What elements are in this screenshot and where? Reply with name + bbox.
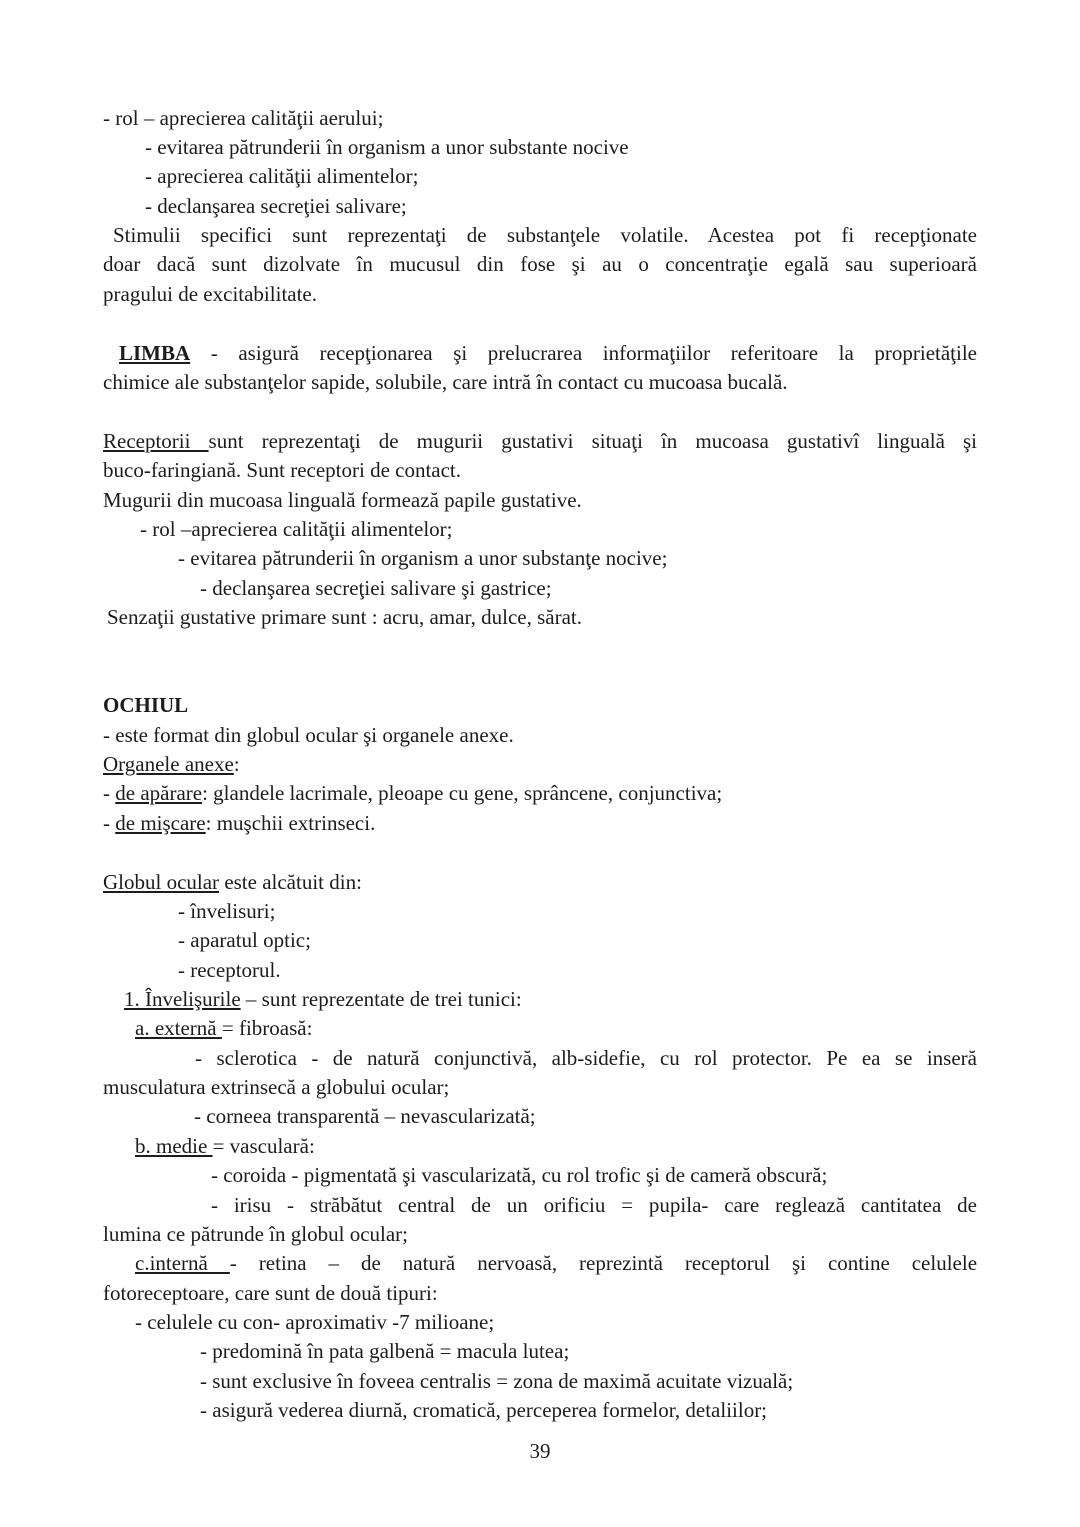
cornea-line: - corneea transparentă – nevascularizată; (194, 1104, 536, 1128)
stimuli-line-2: doar dacă sunt dizolvate în mucusul din fose şi au o concentraţie egală sau superioară (103, 252, 977, 276)
coats-rest: – sunt reprezentate de trei tunici: (240, 987, 522, 1011)
movement-organs-line (103, 809, 375, 838)
internal-coat-label: c.internă (135, 1251, 230, 1275)
internal-coat-line-1 (135, 1249, 977, 1278)
annex-organs-label: Organele anexe (103, 752, 234, 776)
cones-line-4: - asigură vederea diurnă, cromatică, perceperea formelor, detaliilor; (200, 1398, 768, 1422)
receptors-line-1 (103, 427, 977, 456)
iris-line-2: lumina ce pătrunde în globul ocular; (103, 1222, 408, 1246)
cones-line-1: - celulele cu con- aproximativ -7 milioane; (135, 1310, 495, 1334)
external-coat-label: a. externă (135, 1016, 222, 1040)
olfactory-role-line-4: - declanşarea secreţiei salivare; (145, 194, 407, 218)
internal-coat-rest: - retina – de natură nervoasă, reprezintă receptorul şi contine celulele (229, 1251, 977, 1275)
tongue-role-line-3: - declanşarea secreţiei salivare şi gastrice; (200, 576, 552, 600)
tongue-heading: LIMBA (119, 341, 191, 365)
coats-label: 1. Învelişurile (124, 987, 241, 1011)
movement-label: de mişcare (115, 811, 206, 835)
sclera-line-2: musculatura extrinsecă a globului ocular; (103, 1075, 450, 1099)
cones-line-3: - sunt exclusive în foveea centralis = zona de maximă acuitate vizuală; (200, 1369, 794, 1393)
olfactory-role-line-3: - aprecierea calităţii alimentelor; (145, 164, 419, 188)
stimuli-line-3: pragului de excitabilitate. (103, 282, 317, 306)
sclera-line-1: - sclerotica - de natură conjunctivă, alb-sidefie, cu rol protector. Pe ea se inseră (195, 1046, 977, 1070)
buds-line: Mugurii din mucoasa linguală formează papile gustative. (103, 488, 582, 512)
tongue-intro-rest: - asigură recepţionarea şi prelucrarea informaţiilor referitoare la proprietăţile (190, 341, 977, 365)
choroid-line: - coroida - pigmentată şi vascularizată, cu rol trofic şi de cameră obscură; (211, 1163, 828, 1187)
globe-label: Globul ocular (103, 870, 220, 894)
external-coat-rest: = fibroasă: (221, 1016, 313, 1040)
receptors-line-2: buco-faringiană. Sunt receptori de contact. (103, 458, 462, 482)
page-number: 39 (529, 1439, 551, 1463)
movement-rest: : muşchii extrinseci. (205, 811, 376, 835)
receptors-rest: sunt reprezentaţi de mugurii gustativi situaţi în mucoasa gustativî linguală şi (208, 429, 977, 453)
coats-line (124, 985, 522, 1014)
middle-coat-rest: = vasculară: (212, 1134, 315, 1158)
olfactory-role-line-2: - evitarea pătrunderii în organism a unor substante nocive (145, 135, 629, 159)
globe-line (103, 868, 362, 897)
globe-item-3: - receptorul. (178, 958, 281, 982)
protection-organs-line (103, 779, 722, 808)
globe-rest: este alcătuit din: (219, 870, 362, 894)
globe-item-2: - aparatul optic; (178, 928, 311, 952)
annex-colon: : (233, 752, 240, 776)
protect-prefix: - (103, 781, 116, 805)
tongue-role-line-2: - evitarea pătrunderii în organism a unor substanţe nocive; (178, 546, 668, 570)
protection-rest: : glandele lacrimale, pleoape cu gene, sprâncene, conjunctiva; (202, 781, 723, 805)
external-coat-line (135, 1014, 312, 1043)
receptors-label: Receptorii (103, 429, 209, 453)
olfactory-role-line-1: - rol – aprecierea calităţii aerului; (103, 106, 384, 130)
middle-coat-label: b. medie (135, 1134, 213, 1158)
annex-organs-line (103, 750, 240, 779)
move-prefix: - (103, 811, 116, 835)
eye-heading: OCHIUL (103, 693, 189, 717)
internal-coat-line-2: fotoreceptoare, care sunt de două tipuri: (103, 1281, 438, 1305)
iris-line-1: - irisu - străbătut central de un orificiu = pupila- care reglează cantitatea de (211, 1193, 977, 1217)
tongue-role-line-1: - rol –aprecierea calităţii alimentelor; (140, 517, 453, 541)
stimuli-line-1: Stimulii specifici sunt reprezentaţi de substanţele volatile. Acestea pot fi recepţionate (113, 223, 977, 247)
tongue-intro-line-1 (119, 339, 977, 368)
globe-item-1: - învelisuri; (178, 899, 276, 923)
protection-label: de apărare (115, 781, 203, 805)
cones-line-2: - predomină în pata galbenă = macula lutea; (200, 1339, 570, 1363)
tongue-intro-line-2: chimice ale substanţelor sapide, solubile, care intră în contact cu mucoasa bucală. (103, 370, 788, 394)
taste-sensations: Senzaţii gustative primare sunt : acru, amar, dulce, sărat. (107, 605, 582, 629)
middle-coat-line (135, 1132, 315, 1161)
eye-line-1: - este format din globul ocular şi organele anexe. (103, 723, 514, 747)
